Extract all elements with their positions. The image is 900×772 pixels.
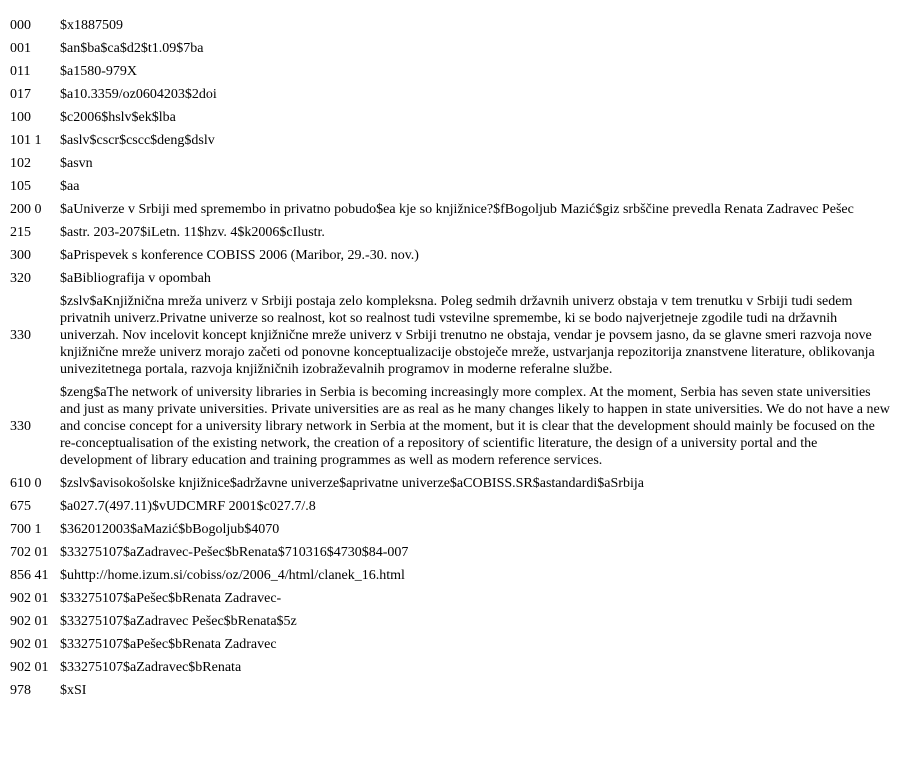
field-tag: 902 01: [10, 614, 49, 629]
field-value: $asvn: [60, 156, 93, 171]
field-value: $aUniverze v Srbiji med spremembo in privatno pobudo$ea kje so knjižnice?$fBogoljub Mazić$giz srbščine prevedla Renata Zadravec Pešec: [60, 202, 854, 217]
field-tag: 610 0: [10, 476, 42, 491]
marc-field-row: [10, 590, 890, 613]
field-value: $33275107$aPešec$bRenata Zadravec: [60, 637, 277, 652]
marc-field-row: [10, 659, 890, 682]
field-value: $aPrispevek s konference COBISS 2006 (Maribor, 29.-30. nov.): [60, 248, 419, 263]
marc-field-row: [10, 109, 890, 132]
marc-field-row: [10, 567, 890, 590]
field-value: $aBibliografija v opombah: [60, 271, 211, 286]
field-value: $zslv$aKnjižnična mreža univerz v Srbiji postaja zelo kompleksna. Poleg sedmih državnih univerz obstaja v tem trenutku v Srbiji tudi sedem privatnih univerz.Privatne univerze so realnost, kot so realnost tudi vstevilne spremembe, ki se bodo najverjetneje zgodile tudi na državnih univerzah. Nov incelovit koncept knjižnične mreže univerz v Srbiji trenutno ne obstaja, vendar je povsem jasno, da se glavne smeri razvoja nove knjižnične mreže univerz morajo začeti od ponovne konceptualizacije obstoječe mreže, ustvarjanja repozitorija znanstvene literature, oblikovanja univezitetnega portala, razvoja knjižničnih izobraževalnih programov in moderne referalne službe.: [60, 294, 875, 377]
field-value: $33275107$aZadravec Pešec$bRenata$5z: [60, 614, 297, 629]
field-value: $astr. 203-207$iLetn. 11$hzv. 4$k2006$cIlustr.: [60, 225, 325, 240]
marc-field-row: [10, 544, 890, 567]
field-tag: 102: [10, 156, 31, 171]
field-tag: 902 01: [10, 660, 49, 675]
marc-field-row: [10, 17, 890, 40]
field-tag: 105: [10, 179, 31, 194]
marc-field-row: [10, 86, 890, 109]
field-value: $aa: [60, 179, 80, 194]
field-value: $xSI: [60, 683, 87, 698]
field-value: $33275107$aZadravec-Pešec$bRenata$710316$4730$84-007: [60, 545, 409, 560]
field-tag: 101 1: [10, 133, 42, 148]
marc-field-row: [10, 224, 890, 247]
field-value: $uhttp://home.izum.si/cobiss/oz/2006_4/html/clanek_16.html: [60, 568, 405, 583]
marc-field-row: [10, 636, 890, 659]
field-tag: 000: [10, 18, 31, 33]
field-tag: 215: [10, 225, 31, 240]
field-value: $33275107$aZadravec$bRenata: [60, 660, 242, 675]
field-value: $aslv$cscr$cscc$deng$dslv: [60, 133, 215, 148]
field-tag: 100: [10, 110, 31, 125]
field-value: $x1887509: [60, 18, 123, 33]
field-tag: 320: [10, 271, 31, 286]
field-value: $a027.7(497.11)$vUDCMRF 2001$c027.7/.8: [60, 499, 316, 514]
marc-field-row: [10, 705, 890, 711]
field-tag: 001: [10, 41, 31, 56]
marc-field-row: [10, 613, 890, 636]
field-value: $an$ba$ca$d2$t1.09$7ba: [60, 41, 204, 56]
field-tag: 011: [10, 64, 31, 79]
field-tag: 700 1: [10, 522, 42, 537]
marc-field-row: [10, 155, 890, 178]
marc-field-row: [10, 178, 890, 201]
field-tag: 856 41: [10, 568, 49, 583]
field-tag: 330: [10, 328, 31, 343]
field-tag: 902 01: [10, 637, 49, 652]
field-value: $zslv$avisokošolske knjižnice$adržavne univerze$aprivatne univerze$aCOBISS.SR$astandardi$aSrbija: [60, 476, 644, 491]
field-tag: 330: [10, 419, 31, 434]
marc-field-row: [10, 521, 890, 544]
field-tag: 675: [10, 499, 31, 514]
field-tag: 702 01: [10, 545, 49, 560]
field-tag: 300: [10, 248, 31, 263]
marc-field-row: [10, 132, 890, 155]
field-value: $c2006$hslv$ek$lba: [60, 110, 176, 125]
marc-field-row: [10, 682, 890, 705]
field-tag: 200 0: [10, 202, 42, 217]
marc-field-row: [10, 201, 890, 224]
field-value: $33275107$aPešec$bRenata Zadravec-: [60, 591, 282, 606]
marc-record-table: [10, 17, 890, 711]
field-value: $a10.3359/oz0604203$2doi: [60, 87, 217, 102]
marc-field-row: [10, 384, 890, 475]
field-tag: 902 01: [10, 591, 49, 606]
field-tag: [10, 705, 60, 711]
marc-field-row: [10, 270, 890, 293]
field-value: $362012003$aMazić$bBogoljub$4070: [60, 522, 280, 537]
marc-field-row: [10, 293, 890, 384]
field-tag: 978: [10, 683, 31, 698]
field-value: [60, 705, 890, 711]
marc-field-row: [10, 40, 890, 63]
marc-field-row: [10, 498, 890, 521]
field-value: $zeng$aThe network of university libraries in Serbia is becoming increasingly more complex. At the moment, Serbia has seven state universities and just as many private universities. Private universities are as real as he many changes likely to happen in state universities. We do not have a new and concise concept for a university library network in Serbia at the moment, but it is clear that the development should mainly be focused on the re-conceptualisation of the existing network, the creation of a repository of scientific literature, the design of a university portal and the development of library education and training programmes as well as modern reference services.: [60, 385, 890, 468]
field-tag: 017: [10, 87, 31, 102]
marc-record-body: [10, 17, 890, 711]
marc-field-row: [10, 247, 890, 270]
marc-field-row: [10, 475, 890, 498]
marc-field-row: [10, 63, 890, 86]
field-value: $a1580-979X: [60, 64, 137, 79]
